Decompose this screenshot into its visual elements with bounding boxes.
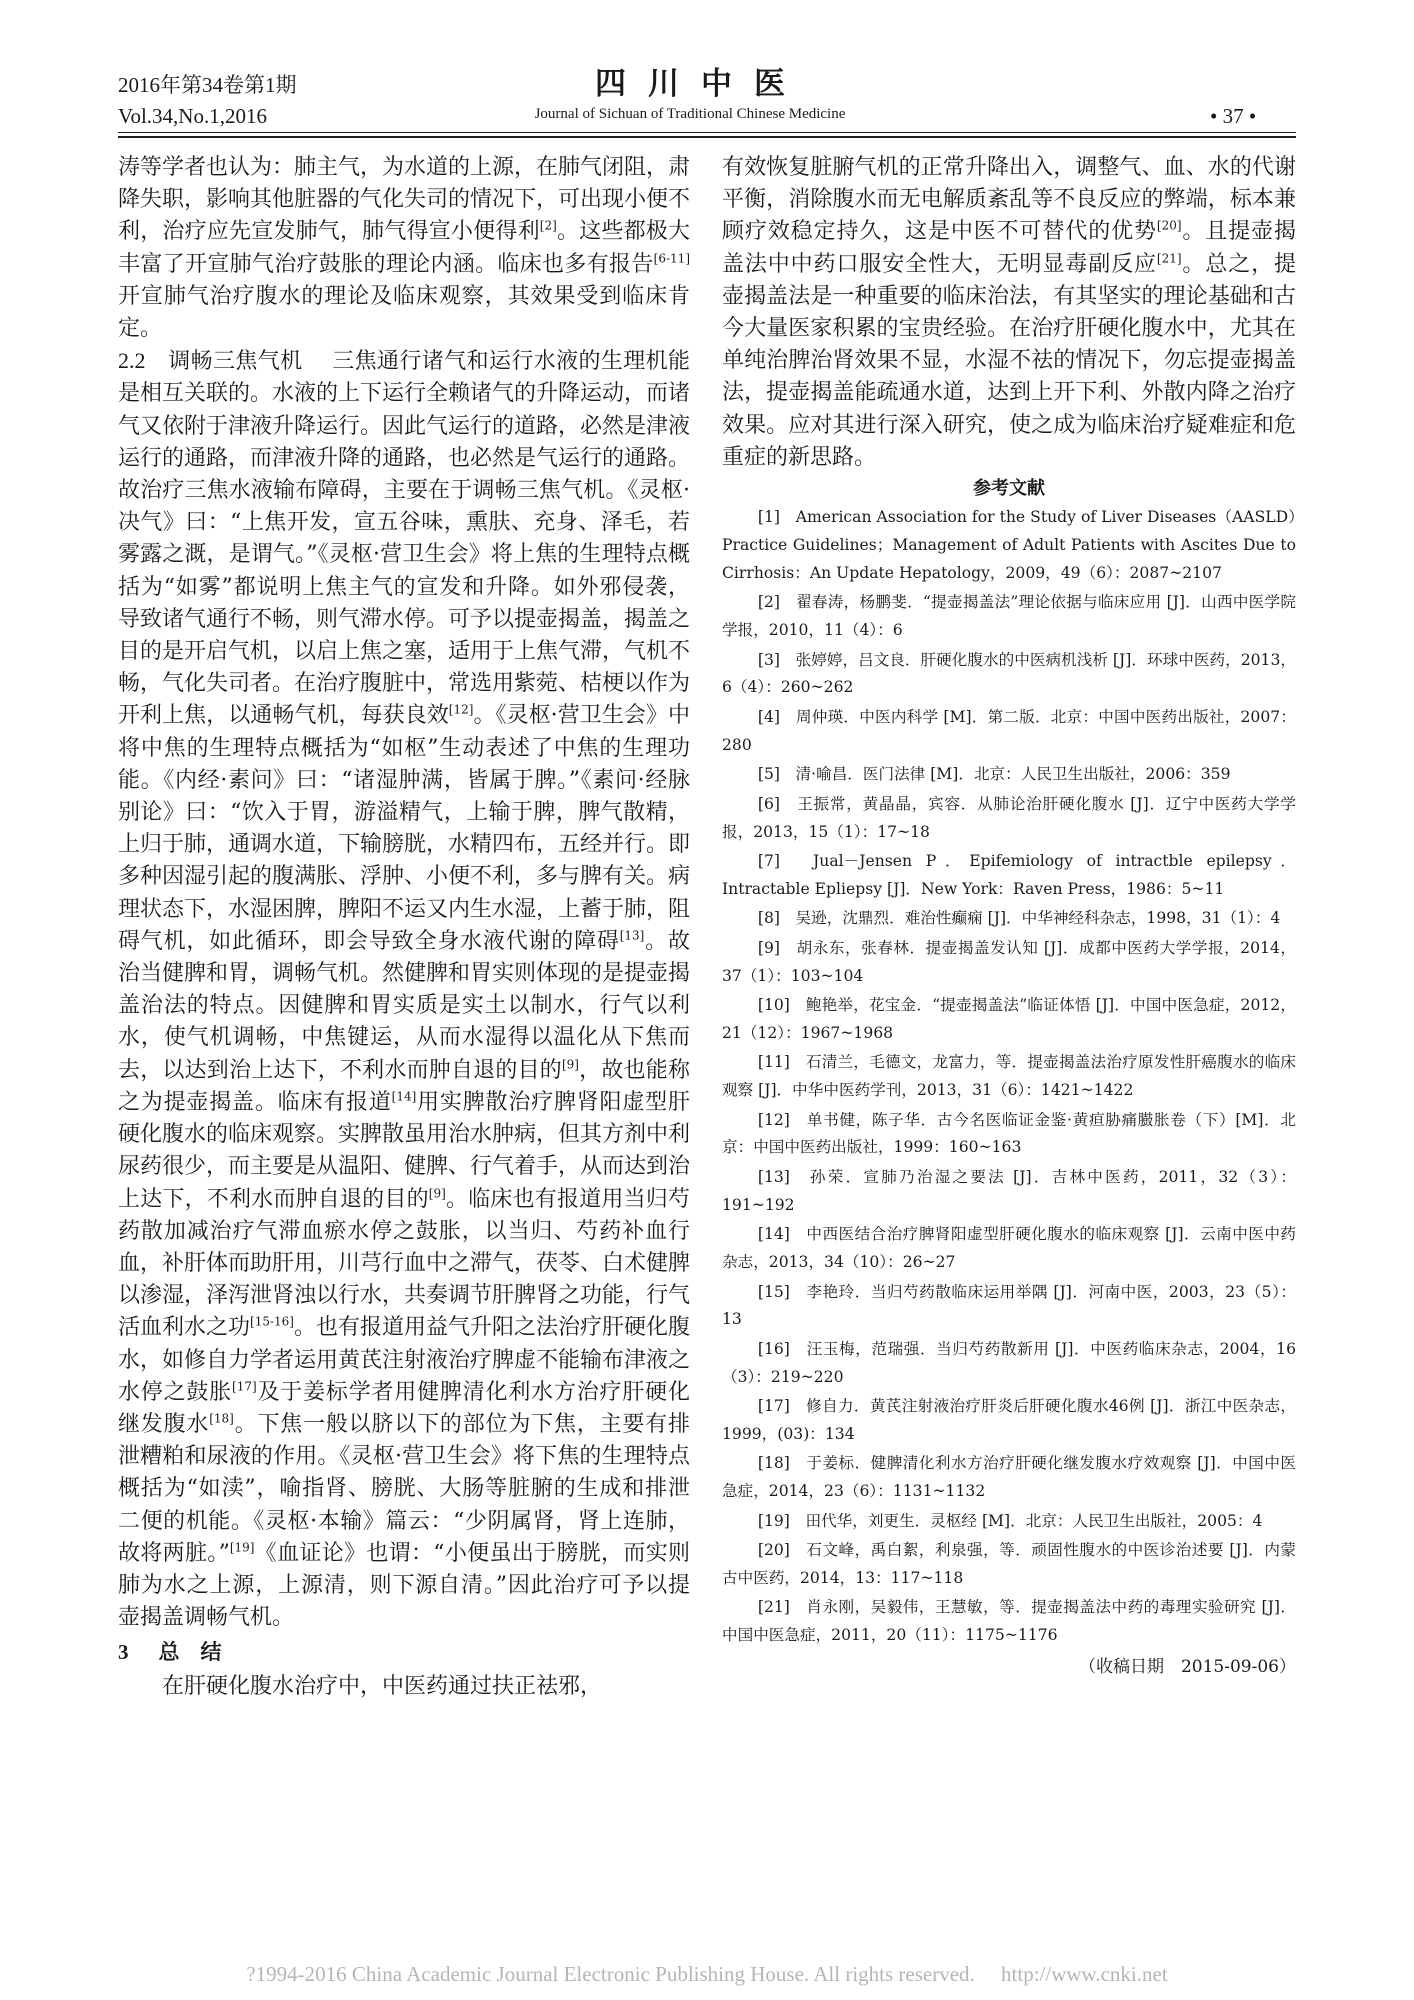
- citation[interactable]: [9]: [561, 1057, 579, 1072]
- reference-item: [16] 汪玉梅，范瑞强．当归芍药散新用 [J]．中医药临床杂志，2004，16（3）：219~220: [722, 1339, 1296, 1386]
- citation[interactable]: [2]: [539, 219, 557, 234]
- text: 。《灵枢·营卫生会》中将中焦的生理特点概括为“如枢”生动表述了中焦的生理功能。《内经·素问》曰：“诸湿肿满，皆属于脾。”《素问·经脉别论》曰：“饮入于胃，游溢精气，上输于脾，脾气散精，上归于肺，通调水道，下输膀胱，水精四布，五经并行。即多种因湿引起的腹满胀、浮肿、小便不利，多与脾有关。病理状态下，水湿困脾，脾阳不运又内生水湿，上蓄于肺，阻碍气机，如此循环，即会导致全身水液代谢的障碍: [118, 703, 691, 954]
- reference-item: [11] 石清兰，毛德文，龙富力，等．提壶揭盖法治疗原发性肝癌腹水的临床观察 [J]．中华中医药学刊，2013，31（6）：1421~1422: [722, 1053, 1296, 1100]
- text: 。临床也有报道用当归芍药散加减治疗气滞血瘀水停之鼓胀，以当归、芍药补血行血，补肝体而助肝用，川芎行血中之滞气，茯苓、白术健脾以渗湿，泽泻泄肾浊以行水，共奏调节肝脾肾之功能，行气活血利水之功: [118, 1186, 691, 1341]
- reference-item: [19] 田代华，刘更生．灵枢经 [M]．北京：人民卫生出版社，2005：4: [757, 1511, 1263, 1530]
- citation[interactable]: [19]: [229, 1540, 255, 1555]
- section-number: 3: [118, 1640, 129, 1665]
- reference-item: [12] 单书健，陈子华．古今名医临证金鉴·黄疸胁痛臌胀卷（下）[M]．北京：中国中医药出版社，1999：160~163: [722, 1110, 1296, 1157]
- text: 及于姜标学者用健脾清化利水方治疗肝硬化继发腹水: [118, 1379, 690, 1437]
- issue-cn: 2016年第34卷第1期: [118, 73, 297, 97]
- reference-item: [9] 胡永东，张春林．提壶揭盖发认知 [J]．成都中医药大学学报，2014，37（1）：103~104: [722, 938, 1296, 985]
- citation[interactable]: [18]: [209, 1411, 234, 1426]
- reference-item: [5] 清·喻昌．医门法律 [M]．北京：人民卫生出版社，2006：359: [757, 765, 1231, 784]
- citation[interactable]: [6-11]: [653, 251, 690, 266]
- section-3-heading: [118, 1636, 690, 1668]
- text: 。总之，提壶揭盖法是一种重要的临床治法，有其坚实的理论基础和古今大量医家积累的宝贵经验。在治疗肝硬化腹水中，尤其在单纯治脾治肾效果不显，水湿不祛的情况下，勿忘提壶揭盖法，提壶揭盖能疏通水道，达到上开下利、外散内降之治疗效果。应对其进行深入研究，使之成为临床治疗疑难症和危重症的新思路。: [722, 251, 1296, 470]
- citation[interactable]: [14]: [391, 1089, 417, 1104]
- citation[interactable]: [9]: [428, 1186, 446, 1201]
- text: 。故治当健脾和胃，调畅气机。然健脾和胃实则体现的是提壶揭盖治法的特点。因健脾和胃实质是实土以制水，行气以利水，使气机调畅，中焦键运，从而水湿得以温化从下焦而去，以达到治上达下，不利水而肿自退的目的: [118, 928, 691, 1083]
- summary-paragraph-start: 在肝硬化腹水治疗中，中医药通过扶正祛邪，: [162, 1673, 603, 1699]
- reference-item: [6] 王振常，黄晶晶，宾容．从肺论治肝硬化腹水 [J]．辽宁中医药大学学报，2013，15（1）：17~18: [722, 794, 1296, 841]
- journal-masthead: [430, 64, 950, 124]
- header-rule-thick: [118, 136, 1296, 138]
- right-column: [722, 152, 1296, 1682]
- reference-item: [4] 周仲瑛．中医内科学 [M]．第二版．北京：中国中医药出版社，2007：280: [722, 707, 1296, 754]
- paragraph-lung: [118, 152, 690, 345]
- citation[interactable]: [20]: [1156, 219, 1182, 234]
- reference-item: [18] 于姜标．健脾清化利水方治疗肝硬化继发腹水疗效观察 [J]．中国中医急症，2014，23（6）：1131~1132: [722, 1454, 1296, 1501]
- text: 。且提壶揭盖法中中药口服安全性大，无明显毒副反应: [722, 219, 1296, 277]
- citation[interactable]: [13]: [619, 928, 645, 943]
- page-number: • 37 •: [1210, 104, 1257, 128]
- reference-list: [722, 504, 1296, 1650]
- received-date: （收稿日期 2015-09-06）: [1078, 1657, 1296, 1678]
- reference-item: [8] 吴逊，沈鼎烈．难治性癫痫 [J]．中华神经科杂志，1998，31（1）：4: [757, 909, 1281, 928]
- text: 《血证论》也谓：“小便虽出于膀胱，而实则肺为水之上源，上源清，则下源自清。”因此治疗可予以提壶揭盖调畅气机。: [118, 1540, 691, 1631]
- text: ，故也能称之为提壶揭盖。临床有报道: [118, 1057, 690, 1115]
- reference-item: [15] 李艳玲．当归芍药散临床运用举隅 [J]．河南中医，2003，23（5）：13: [722, 1282, 1296, 1329]
- text: 三焦通行诸气和运行水液的生理机能是相互关联的。水液的上下运行全赖诸气的升降运动，而诸气又依附于津液升降运行。因此气运行的道路，必然是津液运行的通路，而津液升降的通路，也必然是气运行的通路。故治疗三焦水液输布障碍，主要在于调畅三焦气机。《灵枢·决气》曰：“上焦开发，宣五谷味，熏肤、充身、泽毛，若雾露之溉，是谓气。”《灵枢·营卫生会》将上焦的生理特点概括为“如雾”都说明上焦主气的宣发和升降。如外邪侵袭，导致诸气通行不畅，则气滞水停。可予以提壶揭盖，揭盖之目的是开启气机，以启上焦之塞，适用于上焦气滞，气机不畅，气化失司者。在治疗腹脏中，常选用紫菀、桔梗以作为开利上焦，以通畅气机，每获良效: [118, 349, 691, 729]
- references-title: 参考文献: [973, 478, 1045, 500]
- text: 涛等学者也认为：肺主气，为水道的上源，在肺气闭阻，肃降失职，影响其他脏器的气化失司的情况下，可出现小便不利，治疗应先宣发肺气，肺气得宣小便得利: [118, 155, 691, 245]
- reference-item: [3] 张婷婷，吕文良．肝硬化腹水的中医病机浅析 [J]．环球中医药，2013，6（4）：260~262: [722, 650, 1296, 697]
- text: 。也有报道用益气升阳之法治疗肝硬化腹水，如修自力学者运用黄芪注射液治疗脾虚不能输布津液之水停之鼓胀: [118, 1315, 691, 1405]
- citation[interactable]: [12]: [448, 703, 474, 718]
- left-column: [118, 152, 690, 1703]
- reference-item: [14] 中西医结合治疗脾肾阳虚型肝硬化腹水的临床观察 [J]．云南中医中药杂志，2013，34（10）：26~27: [722, 1225, 1296, 1272]
- section-number: 2.2: [118, 348, 146, 374]
- section-title: 总 结: [158, 1640, 222, 1665]
- reference-item: [21] 肖永刚，吴毅伟，王慧敏，等．提壶揭盖法中药的毒理实验研究 [J]．中国中医急症，2011，20（11）：1175~1176: [722, 1598, 1296, 1645]
- header-rule-thin: [118, 132, 1296, 133]
- issue-info: [118, 70, 297, 132]
- issue-en: Vol.34,No.1,2016: [118, 104, 267, 128]
- text: 用实脾散治疗脾肾阳虚型肝硬化腹水的临床观察。实脾散虽用治水肿病，但其方剂中利尿药很少，而主要是从温阳、健脾、行气着手，从而达到治上达下，不利水而肿自退的目的: [118, 1089, 691, 1212]
- citation[interactable]: [21]: [1156, 251, 1182, 266]
- reference-item: [1] American Association for the Study of Liver Diseases（AASLD）Practice Guidelines；Management of Adult Patients with Ascites Due to Cirrhosis：An Update Hepatology，2009，49（6）：2087~2107: [722, 508, 1296, 582]
- text: 有效恢复脏腑气机的正常升降出入，调整气、血、水的代谢平衡，消除腹水而无电解质紊乱等不良反应的弊端，标本兼顾疗效稳定持久，这是中医不可替代的优势: [722, 155, 1296, 245]
- summary-paragraph-cont: [722, 152, 1296, 474]
- citation[interactable]: [15-16]: [250, 1314, 294, 1329]
- section-2-2: [118, 345, 690, 1634]
- section-title: 调畅三焦气机: [168, 349, 303, 375]
- reference-item: [13] 孙荣．宣肺乃治湿之要法 [J]．吉林中医药，2011，32（3）：191~192: [722, 1167, 1296, 1214]
- journal-title-en: Journal of Sichuan of Traditional Chinese Medicine: [534, 106, 846, 122]
- citation[interactable]: [17]: [232, 1379, 257, 1394]
- text: 。这些都极大丰富了开宣肺气治疗鼓胀的理论内涵。临床也多有报告: [118, 219, 690, 277]
- reference-item: [17] 修自力．黄芪注射液治疗肝炎后肝硬化腹水46例 [J]．浙江中医杂志，1999，(03)：134: [722, 1397, 1296, 1444]
- copyright-footer: ?1994-2016 China Academic Journal Electronic Publishing House. All rights reserved. http://www.cnki.net: [246, 1962, 1168, 1986]
- text: 开宣肺气治疗腹水的理论及临床观察，其效果受到临床肯定。: [118, 283, 690, 342]
- text: 。下焦一般以脐以下的部位为下焦，主要有排泄糟粕和尿液的作用。《灵枢·营卫生会》将下焦的生理特点概括为“如渎”，喻指肾、膀胱、大肠等脏腑的生成和排泄二便的机能。《灵枢·本输》篇云：“少阴属肾，肾上连肺，故将两脏。”: [118, 1411, 690, 1566]
- reference-item: [2] 翟春涛，杨鹏斐．“提壶揭盖法”理论依据与临床应用 [J]．山西中医学院学报，2010，11（4）：6: [722, 593, 1296, 640]
- journal-title-cn: 四川中医: [595, 66, 807, 102]
- reference-item: [10] 鲍艳举，花宝金．“提壶揭盖法”临证体悟 [J]．中国中医急症，2012，21（12）：1967~1968: [722, 995, 1296, 1042]
- reference-item: [7] Jual－Jensen P．Epifemiology of intractble epilepsy．Intractable Epliepsy [J]．New York：Raven Press，1986：5~11: [722, 851, 1296, 898]
- reference-item: [20] 石文峰，禹白絮，利泉强，等．顽固性腹水的中医诊治述要 [J]．内蒙古中医药，2014，13：117~118: [722, 1541, 1296, 1588]
